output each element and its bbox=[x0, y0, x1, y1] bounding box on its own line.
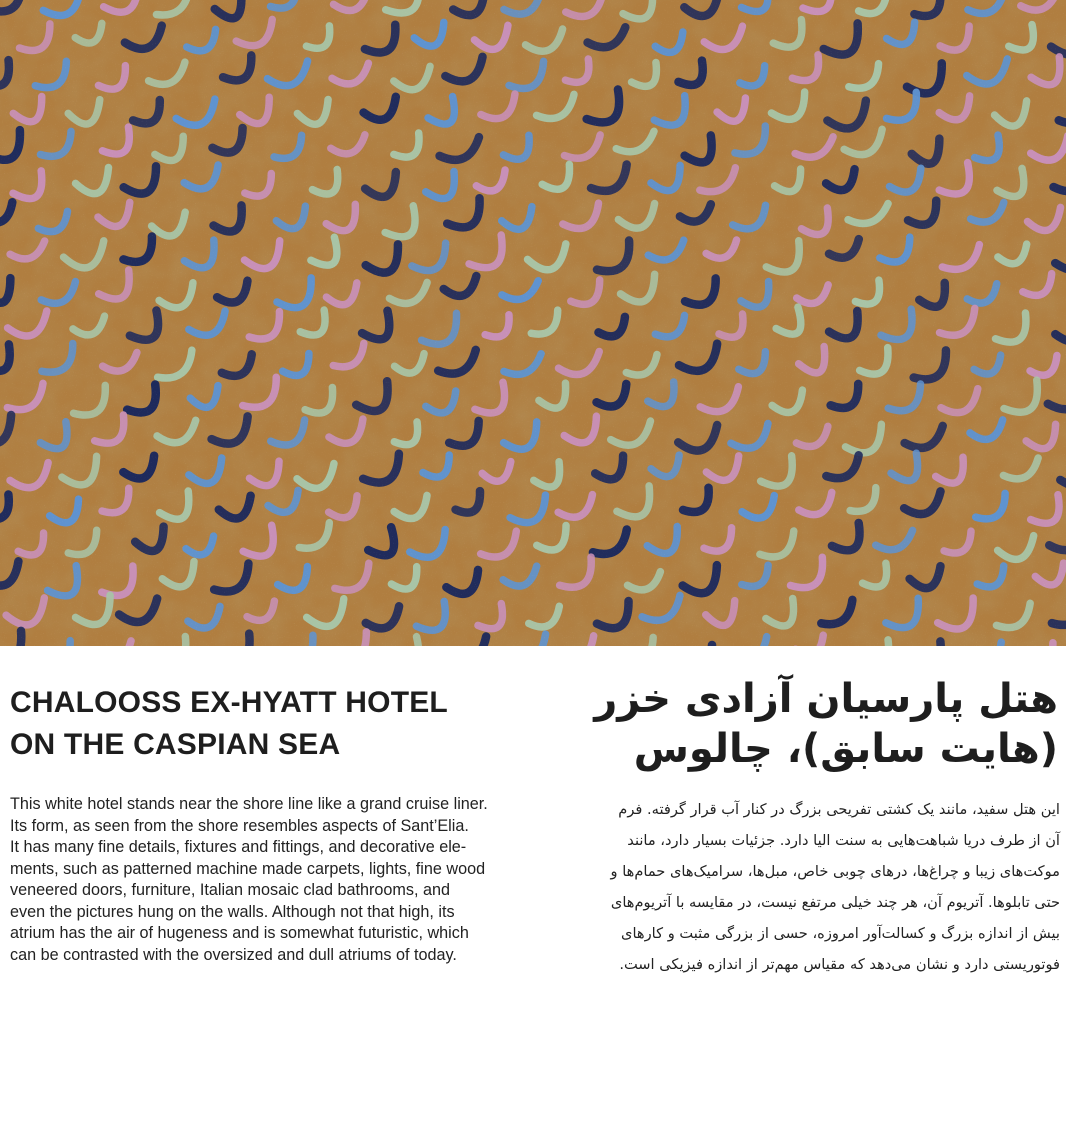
persian-line: بیش از اندازه بزرگ و کسالت‌آور امروزه، حسی از بزرگی مثبت و کارهای bbox=[621, 925, 1060, 942]
english-line: ments, such as patterned machine made carpets, lights, fine wood bbox=[10, 859, 486, 878]
english-line: even the pictures hung on the walls. Although not that high, its bbox=[10, 902, 455, 921]
persian-title-line-1: هتل پارسیان آزادی خزر bbox=[594, 676, 1058, 722]
english-title bbox=[10, 682, 530, 766]
english-description bbox=[10, 794, 525, 966]
english-title-line-2: ON THE CASPIAN SEA bbox=[10, 728, 341, 761]
persian-title bbox=[578, 674, 1058, 774]
english-line: can be contrasted with the oversized and dull atriums of today. bbox=[10, 945, 457, 964]
persian-title-line-2: (هایت سابق)، چالوس bbox=[633, 726, 1058, 772]
persian-line: موکت‌های زیبا و چراغ‌ها، درهای چوبی خاص، مبل‌ها، سرامیک‌های حمام‌ها و bbox=[610, 863, 1060, 880]
english-line: It has many fine details, fixtures and fittings, and decorative ele- bbox=[10, 838, 467, 856]
persian-line: فوتوریستی دارد و نشان می‌دهد که مقیاس مهم‌تر از اندازه فیزیکی است. bbox=[619, 956, 1060, 973]
english-line: This white hotel stands near the shore line like a grand cruise liner. bbox=[10, 795, 488, 813]
persian-description bbox=[540, 794, 1060, 980]
english-title-line-1: CHALOOSS EX-HYATT HOTEL bbox=[10, 686, 448, 719]
persian-line: حتی تابلوها. آتریوم آن، هر چند خیلی مرتفع نیست، در مقایسه با آتریوم‌های bbox=[610, 894, 1060, 911]
english-line: Its form, as seen from the shore resembles aspects of Sant’Elia. bbox=[10, 816, 469, 835]
english-line: veneered doors, furniture, Italian mosaic clad bathrooms, and bbox=[10, 881, 451, 899]
persian-line: آن از طرف دریا شباهت‌هایی به سنت الیا دارد. جزئیات بسیار دارد، مانند bbox=[627, 832, 1060, 849]
persian-line: این هتل سفید، مانند یک کشتی تفریحی بزرگ در کنار آب قرار گرفته. فرم bbox=[618, 801, 1060, 818]
english-line: atrium has the air of hugeness and is somewhat futuristic, which bbox=[10, 924, 469, 942]
